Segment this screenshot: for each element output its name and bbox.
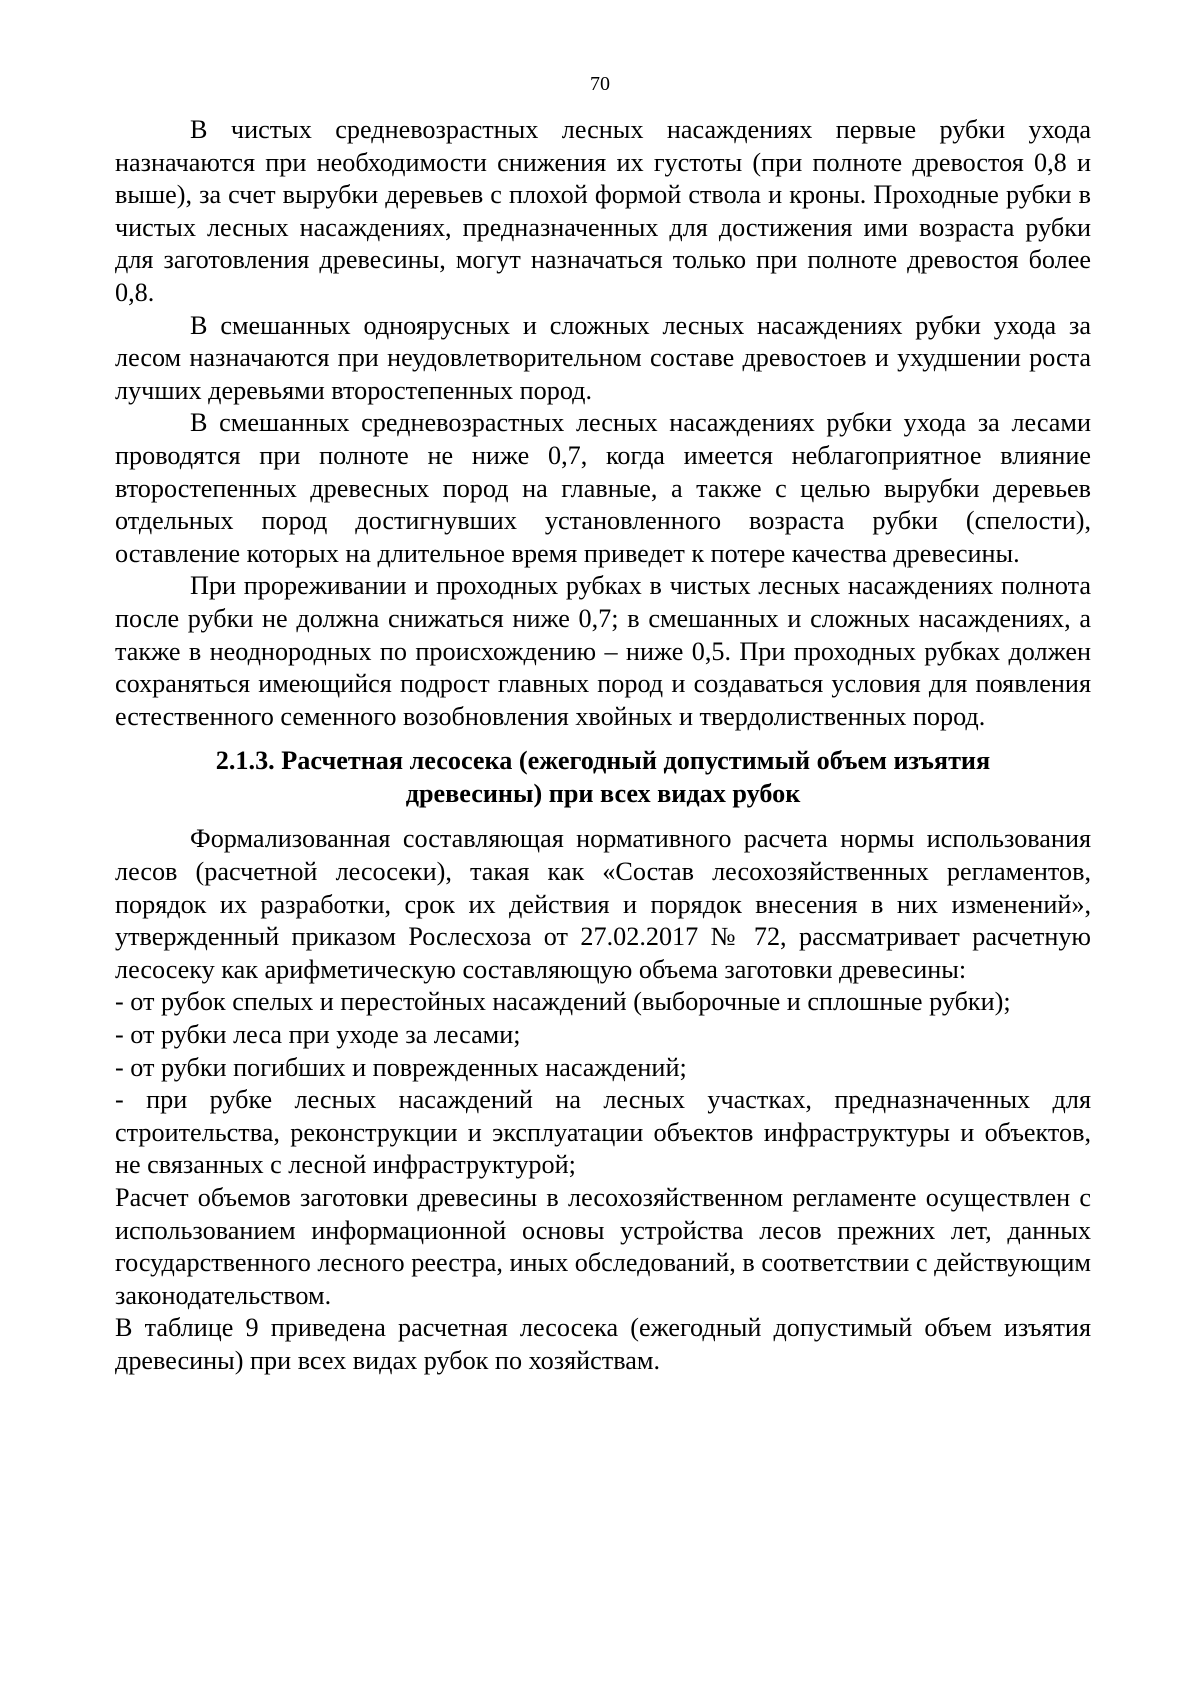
paragraph-table-reference: В таблице 9 приведена расчетная лесосека (ежегодный допустимый объем изъятия древесины) при всех видах рубок по хозяйствам. bbox=[115, 1313, 1091, 1375]
list-item: - от рубок спелых и перестойных насаждений (выборочные и сплошные рубки); bbox=[115, 987, 1011, 1017]
list-item: - от рубки леса при уходе за лесами; bbox=[115, 1020, 521, 1050]
paragraph-intro: Формализованная составляющая нормативного расчета нормы использования лесов (расчетной лесосеки), такая как «Состав лесохозяйственных регламентов, порядок их разработки, срок их действия и порядок внесения в них изменений», утвержденный приказом Рослесхоза от 27.02.2017 № 72, рассматривает расчетную лесосеку как арифметическую составляющую объема заготовки древесины: bbox=[115, 824, 1091, 984]
list-item: - при рубке лесных насаждений на лесных участках, предназначенных для строительства, реконструкции и эксплуатации объектов инфраструктуры и объектов, не связанных с лесной инфраструктурой; bbox=[115, 1085, 1091, 1180]
paragraph-mixed-stands: В смешанных одноярусных и сложных лесных насаждениях рубки ухода за лесом назначаются при неудовлетворительном составе древостоев и ухудшении роста лучших деревьями второстепенных пород. bbox=[115, 310, 1091, 405]
section-heading-line-2: древесины) при всех видах рубок bbox=[405, 778, 801, 808]
page-number: 70 bbox=[590, 73, 610, 95]
paragraph-thinning: При прореживании и проходных рубках в чистых лесных насаждениях полнота после рубки не должна снижаться ниже 0,7; в смешанных и сложных насаждениях, а также в неоднородных по происхождению – ниже 0,5. При проходных рубках должен сохраняться имеющийся подрост главных пород и создаваться условия для появления естественного семенного возобновления хвойных и твердолиственных пород. bbox=[115, 571, 1091, 731]
paragraph-calculation: Расчет объемов заготовки древесины в лесохозяйственном регламенте осуществлен с использованием информационной основы устройства лесов прежних лет, данных государственного лесного реестра, иных обследований, в соответствии с действующим законодательством. bbox=[115, 1183, 1091, 1310]
paragraph-mixed-middle-aged: В смешанных средневозрастных лесных насаждениях рубки ухода за лесами проводятся при полноте не ниже 0,7, когда имеется неблагоприятное влияние второстепенных древесных пород на главные, а также с целью вырубки деревьев отдельных пород достигнувших установленного возраста рубки (спелости), оставление которых на длительное время приведет к потере качества древесины. bbox=[115, 408, 1091, 568]
document-body bbox=[115, 114, 1091, 1378]
section-heading bbox=[115, 745, 1091, 810]
paragraph-pure-stands: В чистых средневозрастных лесных насаждениях первые рубки ухода назначаются при необходимости снижения их густоты (при полноте древостоя 0,8 и выше), за счет вырубки деревьев с плохой формой ствола и кроны. Проходные рубки в чистых лесных насаждениях, предназначенных для достижения ими возраста рубки для заготовления древесины, могут назначаться только при полноте древостоя более 0,8. bbox=[115, 115, 1091, 307]
section-heading-line-1: 2.1.3. Расчетная лесосека (ежегодный допустимый объем изъятия bbox=[215, 746, 991, 776]
list-item: - от рубки погибших и поврежденных насаждений; bbox=[115, 1052, 687, 1082]
